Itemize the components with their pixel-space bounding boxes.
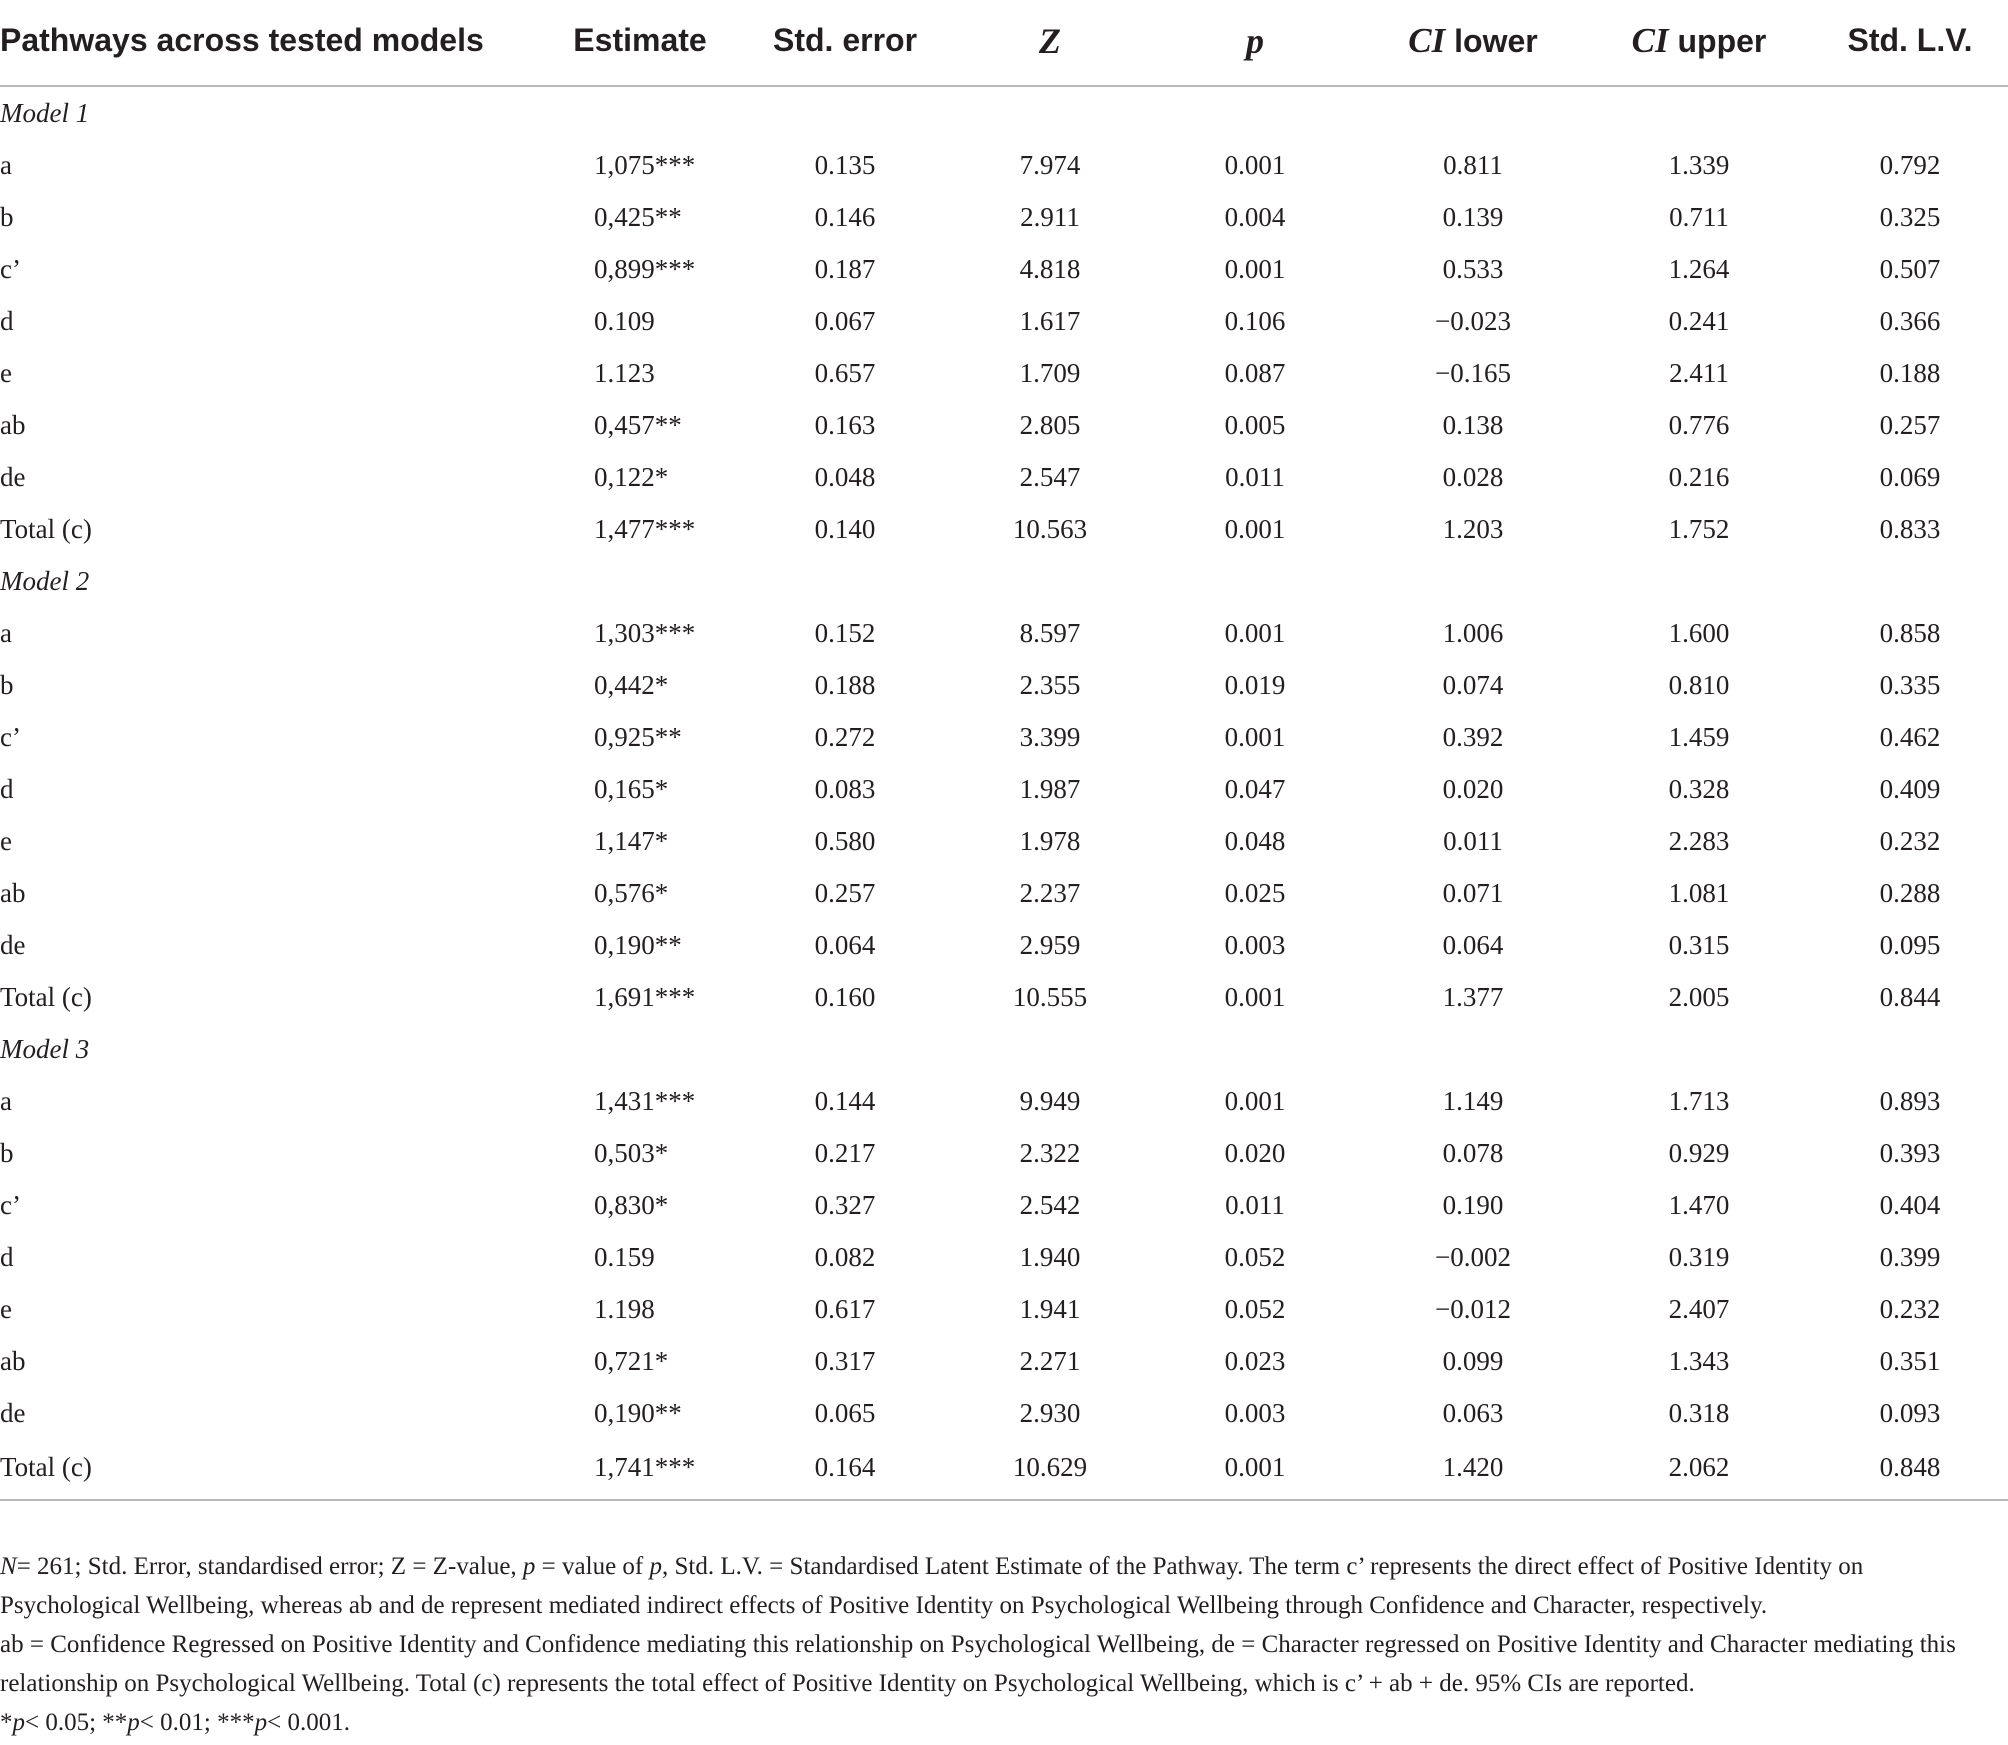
z-cell: 2.237 [1019, 877, 1081, 908]
ci-lower-cell: 0.811 [1443, 149, 1503, 180]
p-cell: 0.001 [1224, 1085, 1286, 1116]
estimate-cell: 0,425** [594, 201, 682, 232]
pathway-cell: ab [0, 877, 26, 908]
z-cell: 1.709 [1019, 357, 1081, 388]
pathway-cell: a [0, 149, 12, 180]
estimate-cell: 0,442* [594, 669, 669, 700]
std-lv-cell: 0.858 [1879, 617, 1941, 648]
pathway-cell: de [0, 461, 26, 492]
footnote-p-sig-3: p [254, 1709, 268, 1736]
std-lv-cell: 0.893 [1879, 1085, 1941, 1116]
z-cell: 2.271 [1019, 1345, 1081, 1376]
footnote-line1-b: = value of [535, 1553, 650, 1580]
std-error-cell: 0.617 [814, 1293, 876, 1324]
std-error-cell: 0.135 [814, 149, 876, 180]
z-cell: 1.940 [1019, 1241, 1081, 1272]
ci-lower-cell: 0.064 [1442, 929, 1504, 960]
table-row [0, 295, 2008, 347]
table-row [0, 1387, 2008, 1439]
std-lv-cell: 0.366 [1879, 305, 1941, 336]
std-error-cell: 0.146 [814, 201, 876, 232]
p-cell: 0.011 [1225, 1189, 1285, 1220]
pathway-cell: b [0, 669, 14, 700]
std-error-cell: 0.065 [814, 1397, 876, 1428]
ci-upper-cell: 1.600 [1668, 617, 1730, 648]
std-error-cell: 0.657 [814, 357, 876, 388]
ci-lower-cell: 0.011 [1443, 825, 1503, 856]
pathway-cell: ab [0, 409, 26, 440]
p-cell: 0.052 [1224, 1241, 1286, 1272]
table-row [0, 971, 2008, 1023]
estimate-cell: 0,576* [594, 877, 669, 908]
std-lv-cell: 0.335 [1879, 669, 1941, 700]
pathway-cell: ab [0, 1345, 26, 1376]
estimate-cell: 1,431*** [594, 1085, 696, 1116]
header-ci-lower-ci: CI [1408, 20, 1446, 60]
z-cell: 2.547 [1019, 461, 1081, 492]
ci-lower-cell: 1.377 [1442, 981, 1504, 1012]
header-ci-upper [1586, 0, 1812, 86]
model-group-header [0, 1023, 2008, 1075]
pathway-cell: d [0, 773, 14, 804]
std-error-cell: 0.160 [814, 981, 876, 1012]
pathway-cell: Total (c) [0, 981, 92, 1012]
std-error-cell: 0.188 [814, 669, 876, 700]
std-error-cell: 0.217 [814, 1137, 876, 1168]
ci-upper-cell: 0.776 [1668, 409, 1730, 440]
z-cell: 1.987 [1019, 773, 1081, 804]
p-cell: 0.003 [1224, 929, 1286, 960]
z-cell: 2.322 [1019, 1137, 1081, 1168]
estimate-cell: 1,147* [594, 825, 669, 856]
ci-upper-cell: 2.283 [1668, 825, 1730, 856]
ci-upper-cell: 0.711 [1669, 201, 1729, 232]
ci-upper-cell: 1.339 [1668, 149, 1730, 180]
pathway-cell: c’ [0, 1189, 21, 1220]
std-error-cell: 0.163 [814, 409, 876, 440]
ci-lower-cell: −0.023 [1435, 305, 1511, 336]
std-lv-cell: 0.093 [1879, 1397, 1941, 1428]
header-std-error: Std. error [772, 22, 918, 58]
ci-lower-cell: 0.138 [1442, 409, 1504, 440]
estimate-cell: 0,721* [594, 1345, 669, 1376]
ci-upper-cell: 2.005 [1668, 981, 1730, 1012]
ci-lower-cell: 0.533 [1442, 253, 1504, 284]
footnote-line1-a: = 261; Std. Error, standardised error; Z = Z-value, [16, 1553, 523, 1580]
std-lv-cell: 0.399 [1879, 1241, 1941, 1272]
ci-lower-cell: 0.392 [1442, 721, 1504, 752]
std-error-cell: 0.327 [814, 1189, 876, 1220]
header-z: Z [1039, 20, 1061, 61]
ci-lower-cell: 0.074 [1442, 669, 1504, 700]
table-row [0, 867, 2008, 919]
estimate-cell: 1,741*** [540, 1439, 740, 1500]
header-ci-upper-ci: CI [1631, 20, 1669, 60]
pathway-cell: a [0, 1085, 12, 1116]
estimate-cell: 1,303*** [594, 617, 696, 648]
z-cell: 10.555 [1012, 981, 1088, 1012]
estimate-cell: 0,503* [594, 1137, 669, 1168]
p-cell: 0.011 [1225, 461, 1285, 492]
ci-upper-cell: 0.315 [1668, 929, 1730, 960]
p-cell: 0.001 [1224, 513, 1286, 544]
ci-upper-cell: 1.264 [1668, 253, 1730, 284]
footnote-sig-1: < 0.05; ** [25, 1709, 128, 1736]
p-cell: 0.001 [1224, 149, 1286, 180]
pathway-cell: Total (c) [0, 513, 92, 544]
ci-lower-cell: 0.099 [1442, 1345, 1504, 1376]
std-error-cell: 0.272 [814, 721, 876, 752]
ci-upper-cell: 0.929 [1668, 1137, 1730, 1168]
p-cell: 0.001 [1150, 1439, 1360, 1500]
z-cell: 2.959 [1019, 929, 1081, 960]
estimate-cell: 1.123 [594, 357, 655, 388]
ci-upper-cell: 0.216 [1668, 461, 1730, 492]
estimate-cell: 0,190** [594, 1397, 682, 1428]
estimate-cell: 0,165* [594, 773, 669, 804]
ci-upper-cell: 1.470 [1668, 1189, 1730, 1220]
ci-lower-cell: 0.078 [1442, 1137, 1504, 1168]
z-cell: 4.818 [1019, 253, 1081, 284]
std-lv-cell: 0.507 [1879, 253, 1941, 284]
std-lv-cell: 0.462 [1879, 721, 1941, 752]
table-row [0, 191, 2008, 243]
ci-upper-cell: 1.752 [1668, 513, 1730, 544]
std-lv-cell: 0.325 [1879, 201, 1941, 232]
estimate-cell: 0.159 [594, 1241, 655, 1272]
ci-upper-cell: 2.407 [1668, 1293, 1730, 1324]
table-row [0, 607, 2008, 659]
p-cell: 0.001 [1224, 253, 1286, 284]
ci-lower-cell: −0.002 [1435, 1241, 1511, 1272]
p-cell: 0.047 [1224, 773, 1286, 804]
ci-upper-cell: 0.810 [1668, 669, 1730, 700]
table-body [0, 86, 2008, 1500]
pathway-cell: b [0, 201, 14, 232]
z-cell: 1.617 [1019, 305, 1081, 336]
std-lv-cell: 0.844 [1879, 981, 1941, 1012]
table-row [0, 243, 2008, 295]
pathway-cell: c’ [0, 721, 21, 752]
footnote-sig-2: < 0.01; *** [139, 1709, 255, 1736]
p-cell: 0.052 [1224, 1293, 1286, 1324]
header-std-lv: Std. L.V. [1847, 22, 1973, 58]
table-row [0, 1283, 2008, 1335]
estimate-cell: 0,830* [594, 1189, 669, 1220]
p-cell: 0.025 [1224, 877, 1286, 908]
estimate-cell: 0,457** [594, 409, 682, 440]
footnote-line1-c: , Std. L.V. = Standardised Latent Estimate of the Pathway. The term c’ represents the direct effect of Positive Identity on Psychological Wellbeing, whereas ab and de represent mediated indirect effects of Positive Identity on Psychological Wellbeing through Confidence and Character, respectively. [0, 1553, 1864, 1619]
std-lv-cell: 0.232 [1879, 1293, 1941, 1324]
ci-upper-cell: 1.343 [1668, 1345, 1730, 1376]
footnote-p-symbol-2: p [649, 1553, 662, 1580]
model-group-header [0, 555, 2008, 607]
model-group-header [0, 86, 2008, 139]
footnote-abbreviations [0, 1547, 1990, 1625]
pathway-cell: d [0, 1241, 14, 1272]
ci-upper-cell: 0.319 [1668, 1241, 1730, 1272]
std-error-cell: 0.082 [814, 1241, 876, 1272]
p-cell: 0.004 [1224, 201, 1286, 232]
ci-lower-cell: 0.139 [1442, 201, 1504, 232]
std-lv-cell: 0.393 [1879, 1137, 1941, 1168]
pathway-cell: c’ [0, 253, 21, 284]
std-lv-cell: 0.095 [1879, 929, 1941, 960]
estimate-cell: 0.109 [594, 305, 655, 336]
ci-upper-cell: 2.411 [1669, 357, 1729, 388]
std-error-cell: 0.580 [814, 825, 876, 856]
std-error-cell: 0.083 [814, 773, 876, 804]
p-cell: 0.020 [1224, 1137, 1286, 1168]
std-error-cell: 0.152 [814, 617, 876, 648]
z-cell: 2.542 [1019, 1189, 1081, 1220]
p-cell: 0.001 [1224, 721, 1286, 752]
table-row [0, 659, 2008, 711]
std-lv-cell: 0.188 [1879, 357, 1941, 388]
p-cell: 0.087 [1224, 357, 1286, 388]
std-error-cell: 0.317 [814, 1345, 876, 1376]
std-error-cell: 0.048 [814, 461, 876, 492]
table-row [0, 1335, 2008, 1387]
ci-lower-cell: −0.012 [1435, 1293, 1511, 1324]
pathway-cell: e [0, 1293, 12, 1324]
z-cell: 1.978 [1019, 825, 1081, 856]
footnote-p-sig-1: p [12, 1709, 25, 1736]
pathway-cell: Total (c) [0, 1439, 540, 1500]
pathway-cell: e [0, 357, 12, 388]
p-cell: 0.048 [1224, 825, 1286, 856]
table-row [0, 1231, 2008, 1283]
ci-upper-cell: 1.459 [1668, 721, 1730, 752]
table-row [0, 347, 2008, 399]
z-cell: 2.355 [1019, 669, 1081, 700]
ci-lower-cell: 0.071 [1442, 877, 1504, 908]
footnote-definitions: ab = Confidence Regressed on Positive Identity and Confidence mediating this relationship on Psychological Wellbeing, de = Character regressed on Positive Identity and Character mediating this relationship on Psychological Wellbeing. Total (c) represents the total effect of Positive Identity on Psychological Wellbeing, which is c’ + ab + de. 95% CIs are reported. [0, 1631, 1956, 1697]
footnote-n-symbol: N [0, 1553, 17, 1580]
std-error-cell: 0.164 [740, 1439, 950, 1500]
header-ci-lower [1360, 0, 1586, 86]
footnote-p-sig-2: p [127, 1709, 140, 1736]
pathway-cell: de [0, 1397, 26, 1428]
table-row [0, 399, 2008, 451]
estimate-cell: 0,899*** [594, 253, 696, 284]
ci-lower-cell: 1.203 [1442, 513, 1504, 544]
table-header-row [0, 0, 2008, 86]
std-lv-cell: 0.288 [1879, 877, 1941, 908]
ci-upper-cell: 2.062 [1586, 1439, 1812, 1500]
header-estimate: Estimate [573, 22, 707, 58]
p-cell: 0.001 [1224, 617, 1286, 648]
p-cell: 0.019 [1224, 669, 1286, 700]
std-error-cell: 0.257 [814, 877, 876, 908]
ci-lower-cell: −0.165 [1435, 357, 1511, 388]
ci-lower-cell: 1.149 [1442, 1085, 1504, 1116]
table-footnotes [0, 1547, 1990, 1742]
z-cell: 10.629 [950, 1439, 1150, 1500]
header-ci-lower-rest: lower [1445, 22, 1538, 59]
z-cell: 2.805 [1019, 409, 1081, 440]
std-lv-cell: 0.833 [1879, 513, 1941, 544]
pathway-cell: e [0, 825, 12, 856]
z-cell: 8.597 [1019, 617, 1081, 648]
std-lv-cell: 0.069 [1879, 461, 1941, 492]
ci-lower-cell: 0.028 [1442, 461, 1504, 492]
std-error-cell: 0.064 [814, 929, 876, 960]
ci-lower-cell: 0.063 [1442, 1397, 1504, 1428]
ci-upper-cell: 1.713 [1668, 1085, 1730, 1116]
z-cell: 1.941 [1019, 1293, 1081, 1324]
p-cell: 0.106 [1224, 305, 1286, 336]
table-row [0, 815, 2008, 867]
ci-upper-cell: 0.318 [1668, 1397, 1730, 1428]
std-lv-cell: 0.792 [1879, 149, 1941, 180]
header-pathways: Pathways across tested models [0, 22, 484, 58]
estimate-cell: 1.198 [594, 1293, 655, 1324]
z-cell: 7.974 [1019, 149, 1081, 180]
p-cell: 0.005 [1224, 409, 1286, 440]
table-row [0, 763, 2008, 815]
pathway-cell: de [0, 929, 26, 960]
ci-lower-cell: 1.420 [1360, 1439, 1586, 1500]
std-error-cell: 0.067 [814, 305, 876, 336]
table-row [0, 503, 2008, 555]
footnote-p-symbol-1: p [522, 1553, 536, 1580]
estimate-cell: 1,075*** [594, 149, 696, 180]
std-lv-cell: 0.257 [1879, 409, 1941, 440]
table-row [0, 1179, 2008, 1231]
model-label: Model 3 [0, 1033, 90, 1064]
estimate-cell: 1,691*** [594, 981, 696, 1012]
pathway-cell: d [0, 305, 14, 336]
std-lv-cell: 0.404 [1879, 1189, 1941, 1220]
estimate-cell: 0,122* [594, 461, 669, 492]
std-error-cell: 0.140 [814, 513, 876, 544]
footnote-star-1: * [0, 1709, 13, 1736]
table-row [0, 1127, 2008, 1179]
z-cell: 2.930 [1019, 1397, 1081, 1428]
footnote-sig-3: < 0.001. [267, 1709, 350, 1736]
ci-upper-cell: 0.328 [1668, 773, 1730, 804]
table-row [0, 451, 2008, 503]
table-row [0, 711, 2008, 763]
p-cell: 0.003 [1224, 1397, 1286, 1428]
z-cell: 10.563 [1012, 513, 1088, 544]
table-row [0, 139, 2008, 191]
header-p: p [1246, 20, 1264, 61]
z-cell: 3.399 [1019, 721, 1081, 752]
estimate-cell: 0,190** [594, 929, 682, 960]
estimate-cell: 0,925** [594, 721, 682, 752]
table-row [0, 1075, 2008, 1127]
z-cell: 2.911 [1020, 201, 1080, 232]
ci-lower-cell: 0.020 [1442, 773, 1504, 804]
header-ci-upper-rest: upper [1668, 22, 1767, 59]
pathway-cell: a [0, 617, 12, 648]
std-lv-cell: 0.351 [1879, 1345, 1941, 1376]
model-label: Model 2 [0, 565, 90, 596]
ci-upper-cell: 0.241 [1668, 305, 1730, 336]
table-row [0, 1439, 2008, 1500]
model-label: Model 1 [0, 97, 90, 128]
std-error-cell: 0.144 [814, 1085, 876, 1116]
table-row [0, 919, 2008, 971]
ci-lower-cell: 0.190 [1442, 1189, 1504, 1220]
ci-upper-cell: 1.081 [1668, 877, 1730, 908]
p-cell: 0.023 [1224, 1345, 1286, 1376]
std-lv-cell: 0.848 [1812, 1439, 2008, 1500]
footnote-significance [0, 1703, 1990, 1742]
estimate-cell: 1,477*** [594, 513, 696, 544]
std-lv-cell: 0.409 [1879, 773, 1941, 804]
z-cell: 9.949 [1019, 1085, 1081, 1116]
p-cell: 0.001 [1224, 981, 1286, 1012]
pathway-cell: b [0, 1137, 14, 1168]
ci-lower-cell: 1.006 [1442, 617, 1504, 648]
std-lv-cell: 0.232 [1879, 825, 1941, 856]
std-error-cell: 0.187 [814, 253, 876, 284]
